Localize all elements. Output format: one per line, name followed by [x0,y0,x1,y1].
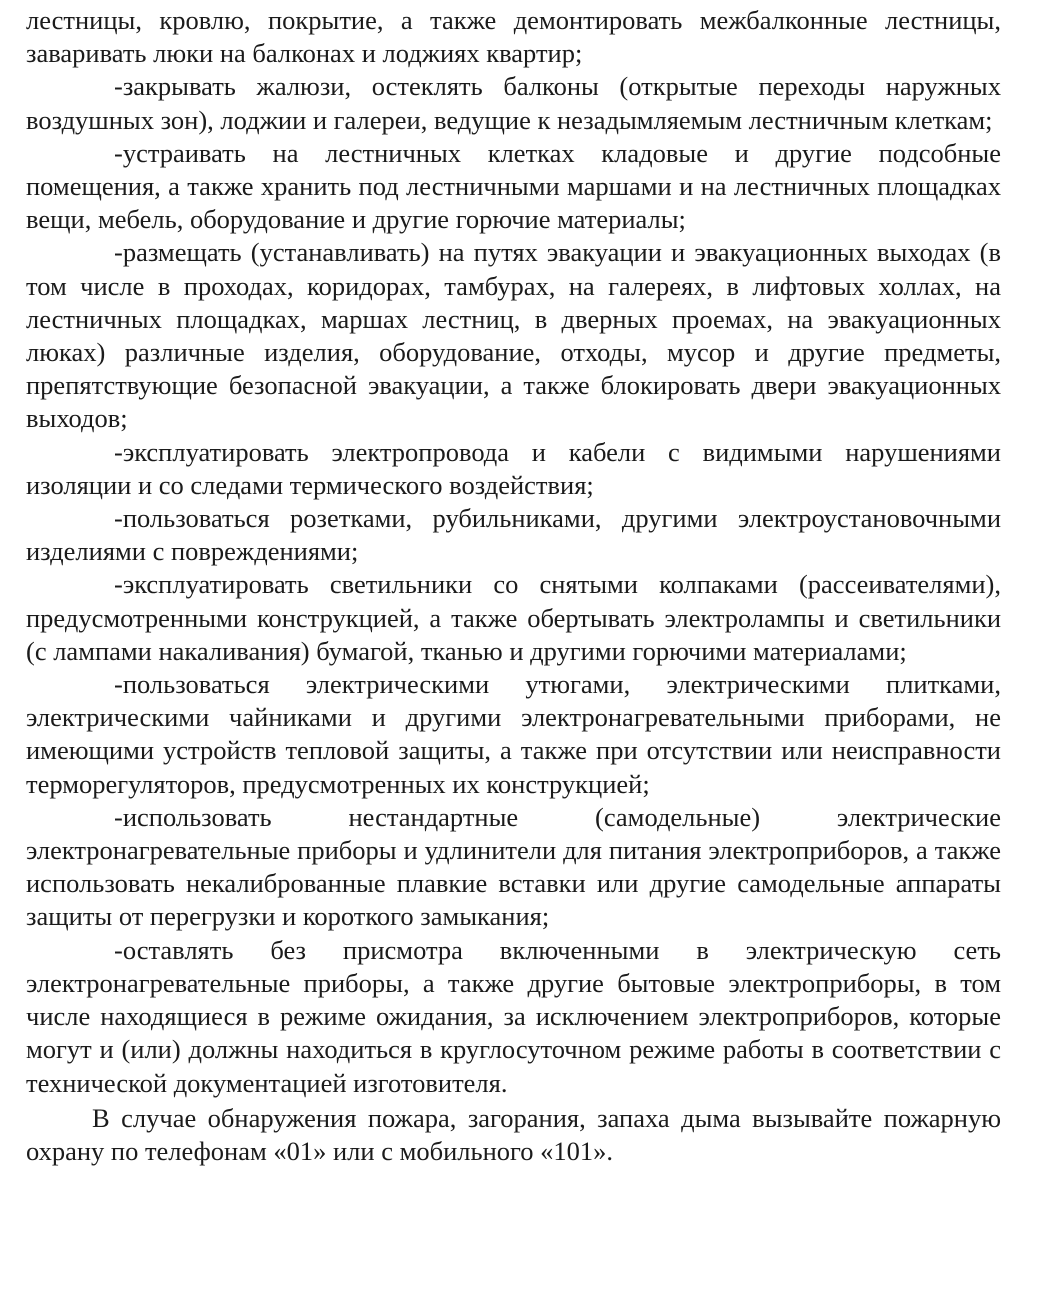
paragraph-prohibition-wiring: -эксплуатировать электропровода и кабели с видимыми нарушениями изоляции и со следами термического воздействия; [26,436,1001,500]
paragraph-prohibition-unattended: -оставлять без присмотра включенными в электрическую сеть электронагревательные приборы, а также другие бытовые электроприборы, в том числе находящиеся в режиме ожидания, за исключением электроприборов, которые могут и (или) должны находиться в круглосуточном режиме работы в соответствии с технической документацией изготовителя. [26,934,1001,1098]
paragraph-prohibition-evacuation: -размещать (устанавливать) на путях эвакуации и эвакуационных выходах (в том числе в проходах, коридорах, тамбурах, на галереях, в лифтовых холлах, на лестничных площадках, маршах лестниц, в дверных проемах, на эвакуационных люках) различные изделия, оборудование, отходы, мусор и другие предметы, препятствующие безопасной эвакуации, а также блокировать двери эвакуационных выходов; [26,237,1001,434]
paragraph-prohibition-appliances: -пользоваться электрическими утюгами, электрическими плитками, электрическими чайниками и другими электронагревательными приборами, не имеющими устройств тепловой защиты, а также при отсутствии или неисправности терморегуляторов, предусмотренных их конструкцией; [26,669,1001,799]
paragraph-fire-emergency-call: В случае обнаружения пожара, загорания, запаха дыма вызывайте пожарную охрану по телефонам «01» или с мобильного «101». [26,1102,1001,1166]
paragraph-prohibition-blinds: -закрывать жалюзи, остеклять балконы (открытые переходы наружных воздушных зон), лоджии и галереи, ведущие к незадымляемым лестничным клеткам; [26,71,1001,135]
paragraph-continuation: лестницы, кровлю, покрытие, а также демонтировать межбалконные лестницы, заваривать люки на балконах и лоджиях квартир; [26,5,1001,69]
paragraph-prohibition-storage: -устраивать на лестничных клетках кладовые и другие подсобные помещения, а также хранить под лестничными маршами и на лестничных площадках вещи, мебель, оборудование и другие горючие материалы; [26,137,1001,235]
paragraph-prohibition-sockets: -пользоваться розетками, рубильниками, другими электроустановочными изделиями с повреждениями; [26,503,1001,567]
paragraph-prohibition-lamps: -эксплуатировать светильники со снятыми колпаками (рассеивателями), предусмотренными конструкцией, а также обертывать электролампы и светильники (с лампами накаливания) бумагой, тканью и другими горючими материалами; [26,569,1001,666]
paragraph-prohibition-homemade: -использовать нестандартные (самодельные) электрические электронагревательные приборы и удлинители для питания электроприборов, а также использовать некалиброванные плавкие вставки или другие самодельные аппараты защиты от перегрузки и короткого замыкания; [26,801,1001,932]
